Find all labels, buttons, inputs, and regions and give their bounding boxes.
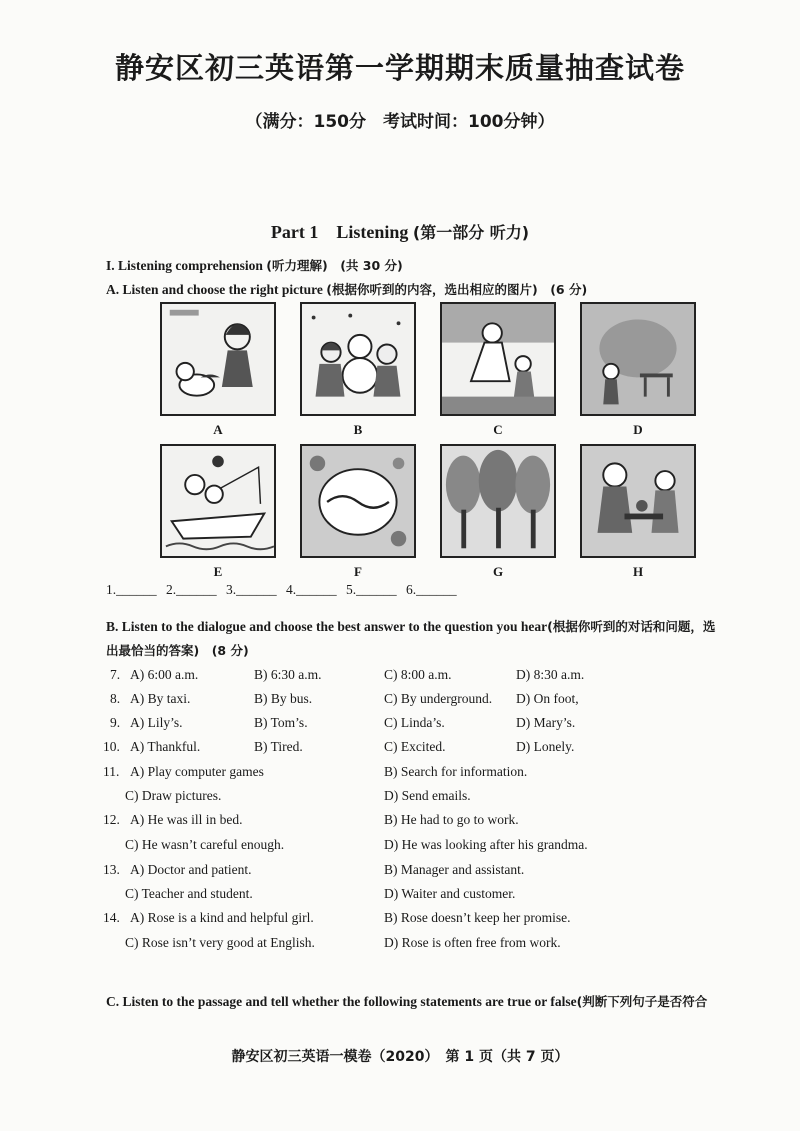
picture-label-d: D [633,422,643,437]
section-a-heading [106,280,587,298]
option-c[interactable]: C) By underground. [384,691,493,706]
question-number: 10. [103,739,120,754]
option-a[interactable]: A) He was ill in bed. [130,812,243,827]
option-d[interactable]: D) Lonely. [516,739,575,754]
option-a[interactable]: A) Rose is a kind and helpful girl. [130,910,314,925]
question-number: 9. [110,715,121,730]
section-c-cn: (判断下列句子是否符合 [576,994,708,1009]
option-b[interactable]: B) By bus. [254,691,313,706]
option-d[interactable]: D) Rose is often free from work. [384,935,561,950]
option-c[interactable]: C) 8:00 a.m. [384,667,452,682]
option-a[interactable]: A) By taxi. [130,691,191,706]
answer-blank[interactable]: 1.______ [106,582,157,597]
option-b[interactable]: B) Tired. [254,739,303,754]
option-c[interactable]: C) Draw pictures. [125,788,222,803]
answer-blank[interactable]: 5.______ [346,582,397,597]
answer-blank[interactable]: 6.______ [406,582,457,597]
exam-title: 静安区初三英语第一学期期末质量抽查试卷 [114,51,685,85]
question-number: 11. [103,764,120,779]
section-b-en: B. Listen to the dialogue and choose the best answer to the question you hear [106,619,548,634]
option-d[interactable]: D) 8:30 a.m. [516,667,585,682]
option-c[interactable]: C) Excited. [384,739,446,754]
option-d[interactable]: D) Mary’s. [516,715,576,730]
snowman-children-picture [300,302,416,416]
part-title-cn: (第一部分 听力) [412,223,530,242]
answer-blank[interactable]: 2.______ [166,582,217,597]
page-footer: 静安区初三英语一模卷（2020） 第 1 页（共 7 页） [231,1049,569,1065]
picture-label-h: H [632,564,644,579]
section-c-en: C. Listen to the passage and tell whether the following statements are true or false [106,994,577,1009]
answer-blank[interactable]: 3.______ [226,582,277,597]
section-i-heading [106,256,403,274]
answer-blank[interactable]: 4.______ [286,582,337,597]
picture-label-c: C [493,422,503,437]
girl-with-dog-picture [160,302,276,416]
people-at-table-picture [580,444,696,558]
option-b[interactable]: B) Search for information. [384,764,528,779]
option-b[interactable]: B) Tom’s. [254,715,308,730]
section-a-cn: (根据你听到的内容，选出相应的图片) (6 分) [326,282,588,297]
option-c[interactable]: C) Linda’s. [384,715,445,730]
picture-label-e: E [213,564,223,579]
question-number: 8. [110,691,121,706]
child-in-park-picture [580,302,696,416]
picture-label-a: A [213,422,223,437]
section-c-heading [106,992,766,1010]
fishing-boat-picture [160,444,276,558]
option-a[interactable]: A) Lily’s. [130,715,183,730]
question-number: 12. [103,812,120,827]
exam-subtitle: （满分：150分 考试时间：100分钟） [245,112,555,132]
section-b-heading-line2 [106,641,249,659]
part-title [0,218,800,244]
answer-blanks-row [106,582,463,598]
part-title-en: Part 1 Listening [270,222,409,242]
section-b-cn: (根据你听到的对话和问题，选 [547,619,716,634]
breakfast-sign-picture [300,444,416,558]
option-b[interactable]: B) He had to go to work. [384,812,519,827]
section-i-cn: (听力理解) (共 30 分) [266,258,403,273]
option-c[interactable]: C) He wasn’t careful enough. [125,837,285,852]
section-b-heading [106,617,756,635]
option-b[interactable]: B) Manager and assistant. [384,862,525,877]
option-a[interactable]: A) Doctor and patient. [130,862,252,877]
section-i-en: I. Listening comprehension [106,258,263,273]
question-number: 13. [103,862,120,877]
option-b[interactable]: B) Rose doesn’t keep her promise. [384,910,571,925]
picture-label-g: G [492,564,504,579]
section-b-cn-line2: 出最恰当的答案) (8 分) [106,643,249,658]
question-number: 14. [103,910,120,925]
question-number: 7. [110,667,121,682]
option-a[interactable]: A) Thankful. [130,739,201,754]
picture-label-b: B [353,422,363,437]
option-a[interactable]: A) 6:00 a.m. [130,667,199,682]
option-d[interactable]: D) Waiter and customer. [384,886,516,901]
option-d[interactable]: D) On foot, [516,691,579,706]
trees-forest-picture [440,444,556,558]
option-d[interactable]: D) Send emails. [384,788,471,803]
picture-label-f: F [354,564,362,579]
option-a[interactable]: A) Play computer games [130,764,264,779]
option-c[interactable]: C) Rose isn’t very good at English. [125,935,315,950]
option-c[interactable]: C) Teacher and student. [125,886,253,901]
section-a-en: A. Listen and choose the right picture [106,282,323,297]
option-b[interactable]: B) 6:30 a.m. [254,667,322,682]
option-d[interactable]: D) He was looking after his grandma. [384,837,588,852]
adult-helping-child-picture [440,302,556,416]
